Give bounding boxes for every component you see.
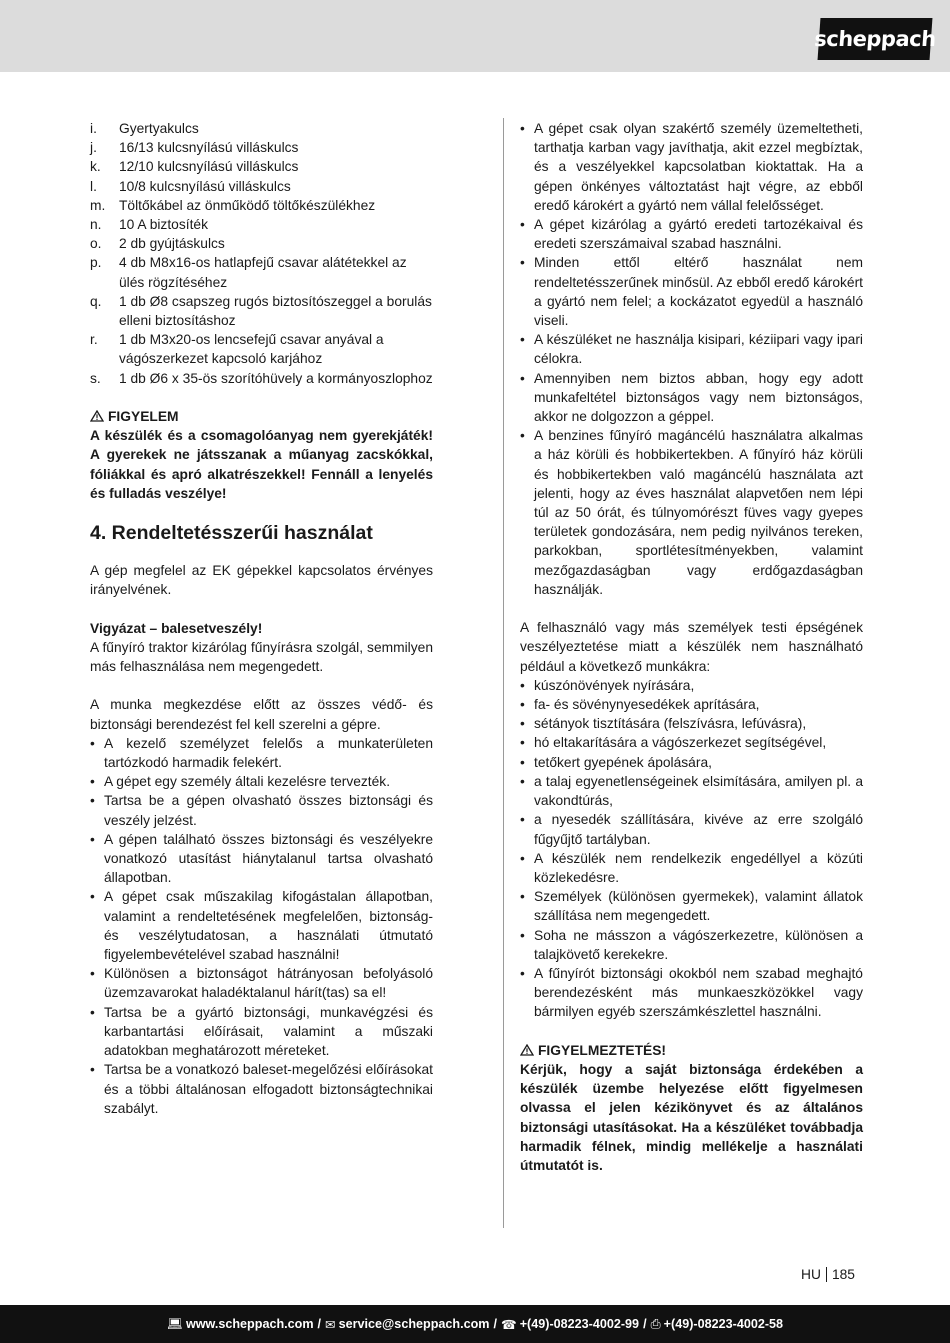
list-item-marker: m. bbox=[90, 197, 106, 213]
warning-triangle-icon bbox=[90, 410, 104, 422]
bullet-item: • A gépen található összes biztonsági és veszélyekre vonatkozó utasítást hiánytalanul tartsa olvasható állapotban. bbox=[90, 830, 433, 888]
bullet-item: • A gépet csak olyan szakértő személy üzemeltetheti, tarthatja karban vagy javíthatja, akit ezzel megbíztak, és a veszélyekkel kapcsolatban kioktattak. Ha a gépen önkényes változtatást hajt végre, az ebből eredő károkért a gyártó nem vállal felelősséget. bbox=[520, 119, 863, 215]
bullet-item: • Személyek (különösen gyermekek), valamint állatok szállítása nem megengedett. bbox=[520, 887, 863, 925]
warning-triangle-icon bbox=[520, 1044, 534, 1056]
usage-intro-paragraph: A felhasználó vagy más személyek testi épségének veszélyeztetése miatt a készülék nem használható például a következő munkákra: bbox=[520, 620, 863, 674]
intro-paragraph: A gép megfelel az EK gépekkel kapcsolatos érvényes irányelvének. bbox=[90, 563, 433, 598]
list-item-marker: l. bbox=[90, 178, 97, 194]
list-item-text: 10 A biztosíték bbox=[119, 217, 208, 233]
phone-icon: ☎︎ bbox=[501, 1317, 517, 1332]
list-item-text: Gyertyakulcs bbox=[119, 121, 199, 136]
prohibited-uses-list bbox=[520, 676, 863, 1022]
bullet-item: • Amennyiben nem biztos abban, hogy egy adott munkafeltétel biztonságos vagy nem biztonságos, akkor ne dolgozzon a géppel. bbox=[520, 369, 863, 427]
mail-icon: ✉︎ bbox=[325, 1317, 336, 1332]
bullet-item: • A kezelő személyzet felelős a munkaterületen tartózkodó harmadik felekért. bbox=[90, 734, 433, 772]
bullet-item: • A gépet kizárólag a gyártó eredeti tartozékaival és eredeti szerszámaival szabad használni. bbox=[520, 215, 863, 253]
bullet-item: • A benzines fűnyíró magáncélú használatra alkalmas a ház körüli és hobbikertekben. A fűnyíró ház körüli és hobbikertekben való magáncélú használata azt jelenti, hogy az éves használat alapvetően nem lépi túl az 50 órát, és túlnyomórészt füves vagy gyepes területek gondozására, nem pedig nyilvános tereken, parkokban, sportlétesítményekben, valamint mezőgazdaságban vagy erdőgazdaságban használják. bbox=[520, 426, 863, 599]
bullet-item: • A fűnyírót biztonsági okokból nem szabad meghajtó berendezésként más munkaeszközökkel vagy bármilyen egyéb szerszámkészlettel használni. bbox=[520, 964, 863, 1022]
bullet-item: • A gépet egy személy általi kezelésre tervezték. bbox=[90, 772, 433, 791]
list-item-marker: j. bbox=[90, 140, 97, 156]
caution-title: Vigyázat – balesetveszély! bbox=[90, 620, 263, 636]
list-item-text: 16/13 kulcsnyílású villáskulcs bbox=[119, 140, 299, 156]
bullet-item: • kúszónövények nyírására, bbox=[520, 676, 863, 695]
warning-heading bbox=[90, 407, 433, 426]
preparation-paragraph: A munka megkezdése előtt az összes védő- és biztonsági berendezést fel kell szerelni a gépre. bbox=[90, 697, 433, 732]
caution-paragraph: A fűnyíró traktor kizárólag fűnyírásra szolgál, semmilyen más felhasználása nem megengedett. bbox=[90, 639, 433, 675]
left-column bbox=[90, 119, 433, 1118]
list-item bbox=[90, 177, 433, 196]
list-item-marker: k. bbox=[90, 159, 101, 175]
list-item-marker: s. bbox=[90, 370, 101, 386]
footer-website[interactable]: www.scheppach.com bbox=[185, 1317, 314, 1331]
right-column bbox=[520, 119, 863, 1175]
list-item bbox=[90, 253, 433, 291]
fax-icon: ⎙︎ bbox=[650, 1316, 661, 1331]
list-item-text: 2 db gyújtáskulcs bbox=[119, 236, 225, 252]
list-item-text: 4 db M8x16-os hatlapfejű csavar alátétekkel az ülés rögzítéséhez bbox=[119, 255, 407, 290]
list-item bbox=[90, 369, 433, 388]
header-band bbox=[0, 0, 950, 72]
bullet-item: • A készülék nem rendelkezik engedéllyel a közúti közlekedésre. bbox=[520, 849, 863, 887]
list-item-text: 12/10 kulcsnyílású villáskulcs bbox=[119, 159, 299, 175]
list-item bbox=[90, 157, 433, 176]
list-item-text: 1 db M3x20-os lencsefejű csavar anyával a vágószerkezet kapcsoló karjához bbox=[119, 332, 384, 367]
warning2-title: FIGYELMEZTETÉS! bbox=[538, 1042, 667, 1058]
bullet-item: • Minden ettől eltérő használat nem rendeltetésszerűnek minősül. Az ebből eredő károkért a gyártó nem felel; a kockázatot egyedül a használó viseli. bbox=[520, 253, 863, 330]
bullet-item: • A gépet csak műszakilag kifogástalan állapotban, valamint a rendeltetésének megfelelően, biztonság- és veszélytudatosan, a használati útmutató figyelembevételével szabad használni! bbox=[90, 887, 433, 964]
list-item-text: 1 db Ø8 csapszeg rugós biztosítószeggel a borulás elleni biztosításhoz bbox=[119, 293, 432, 329]
footer-contact-bar bbox=[0, 1305, 950, 1343]
page-number-value: 185 bbox=[831, 1267, 855, 1282]
list-item-marker: i. bbox=[90, 121, 97, 136]
bullet-item: • a talaj egyenetlenségeinek elsimítására, amilyen pl. a vakondtúrás, bbox=[520, 772, 863, 810]
warning2-text: Kérjük, hogy a saját biztonsága érdekében a készülék üzembe helyezése előtt figyelmesen olvassa el jelen kézikönyvet és az általános biztonsági utasításokat. Ha a készüléket továbbadja harmadik félnek, mindig mellékelje a használati útmutatót is. bbox=[520, 1061, 863, 1173]
footer-email[interactable]: service@scheppach.com bbox=[338, 1317, 490, 1331]
bullet-item: • sétányok tisztítására (felszívásra, lefúvásra), bbox=[520, 714, 863, 733]
list-item-text: 1 db Ø6 x 35-ös szorítóhüvely a kormányoszlophoz bbox=[119, 370, 433, 386]
bullet-item: • Különösen a biztonságot hátrányosan befolyásoló üzemzavarokat haladéktalanul hárít(tas) sa el! bbox=[90, 964, 433, 1002]
bullet-item: • Soha ne másszon a vágószerkezetre, különösen a talajkövető kerekekre. bbox=[520, 926, 863, 964]
list-item bbox=[90, 215, 433, 234]
footer-separator: / bbox=[317, 1317, 322, 1331]
warning-text: A készülék és a csomagolóanyag nem gyerekjáték! A gyerekek ne játsszanak a műanyag zacskókkal, fóliákkal és apró alkatrészekkel! Fennáll a lenyelés és fulladás veszélye! bbox=[90, 428, 433, 501]
footer-separator: / bbox=[493, 1317, 497, 1331]
bullet-item: • Tartsa be a gyártó biztonsági, munkavégzési és karbantartási előírásait, valamint a műszaki adatokban meghatározott méreteket. bbox=[90, 1003, 433, 1061]
bullet-item: • tetőkert gyepének ápolására, bbox=[520, 753, 863, 772]
list-item-marker: n. bbox=[90, 217, 102, 233]
page-number bbox=[801, 1265, 855, 1284]
footer-fax[interactable]: +(49)-08223-4002-58 bbox=[663, 1317, 784, 1331]
page-separator bbox=[826, 1267, 827, 1282]
bullet-item: • Tartsa be a vonatkozó baleset-megelőzési előírásokat és a többi általánosan elfogadott biztonságtechnikai szabályt. bbox=[90, 1060, 433, 1118]
language-code: HU bbox=[801, 1267, 821, 1282]
column-divider bbox=[503, 118, 504, 1228]
computer-icon: 💻︎ bbox=[166, 1316, 183, 1331]
bullet-item: • Tartsa be a gépen olvasható összes biztonsági és veszély jelzést. bbox=[90, 791, 433, 829]
list-item-marker: q. bbox=[90, 293, 102, 309]
list-item-marker: p. bbox=[90, 255, 102, 271]
bullet-item: • fa- és sövénynyesedékek aprítására, bbox=[520, 695, 863, 714]
bullet-item: • hó eltakarítására a vágószerkezet segítségével, bbox=[520, 733, 863, 752]
list-item bbox=[90, 138, 433, 157]
operation-bullet-list bbox=[520, 119, 863, 599]
list-item bbox=[90, 330, 433, 368]
warning2-heading bbox=[520, 1041, 863, 1060]
safety-bullet-list bbox=[90, 734, 433, 1118]
footer-separator: / bbox=[643, 1317, 647, 1331]
section-heading: 4. Rendeltetésszerűi használat bbox=[90, 522, 373, 545]
warning-title: FIGYELEM bbox=[108, 409, 179, 425]
list-item bbox=[90, 292, 433, 330]
list-item-text: 10/8 kulcsnyílású villáskulcs bbox=[119, 178, 291, 194]
list-item-marker: o. bbox=[90, 236, 102, 252]
list-item bbox=[90, 119, 433, 138]
brand-logo: scheppach bbox=[818, 18, 933, 60]
footer-phone[interactable]: +(49)-08223-4002-99 bbox=[519, 1317, 640, 1331]
list-item-text: Töltőkábel az önműködő töltőkészülékhez bbox=[119, 197, 376, 213]
list-item-marker: r. bbox=[90, 332, 98, 348]
parts-list bbox=[90, 119, 433, 388]
bullet-item: • a nyesedék szállítására, kivéve az erre szolgáló fűgyűjtő tartályban. bbox=[520, 810, 863, 848]
list-item bbox=[90, 234, 433, 253]
bullet-item: • A készüléket ne használja kisipari, kéziipari vagy ipari célokra. bbox=[520, 330, 863, 368]
list-item bbox=[90, 196, 433, 215]
